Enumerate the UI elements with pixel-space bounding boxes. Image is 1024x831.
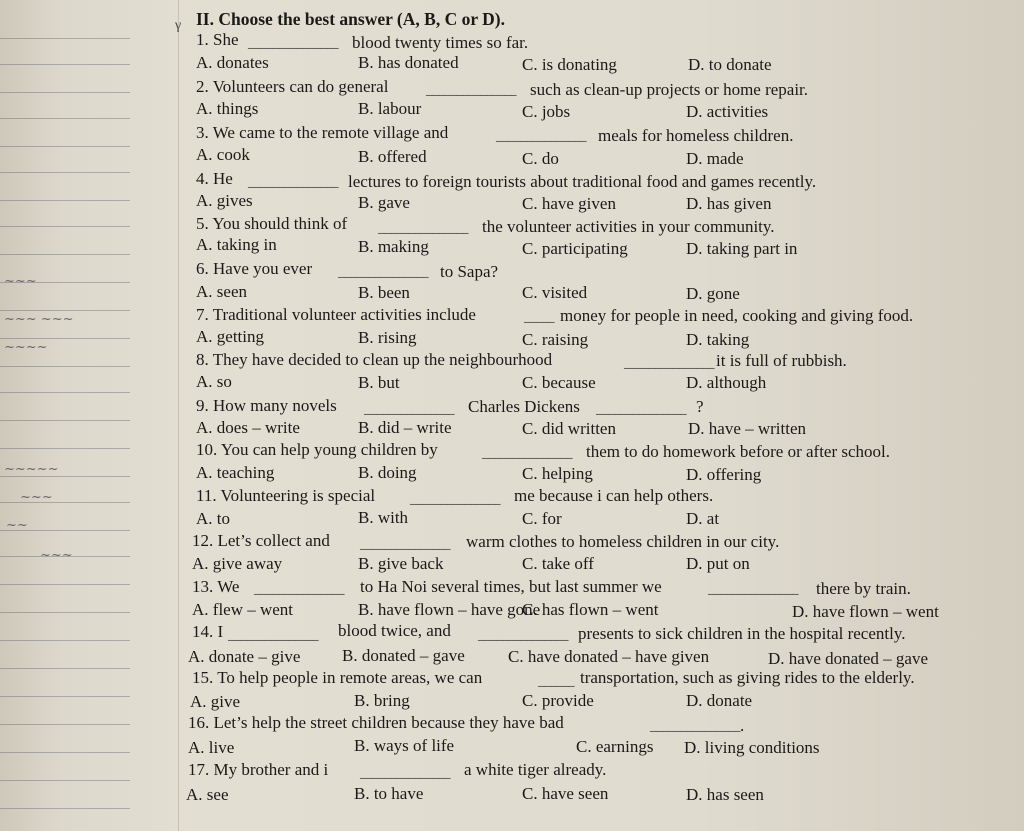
answer-option-b: B. gave [358,193,410,212]
answer-option-b: B. doing [358,463,417,482]
answer-blank: _______________ [482,445,572,460]
question-text-part: a white tiger already. [464,760,607,779]
answer-option-b: B. making [358,237,429,256]
answer-option-c: C. take off [522,554,594,573]
answer-option-b: B. rising [358,328,417,347]
answer-blank: _______________ [360,536,450,551]
answer-blank: _______________ [364,401,454,416]
pencil-scribble: ~~ [6,518,28,533]
answer-blank: _______________ [248,35,338,50]
question-text-part: such as clean-up projects or home repair. [530,80,809,99]
question-text-part: to Ha Noi several times, but last summer we [360,577,662,596]
answer-blank: _____ [524,309,554,324]
answer-blank: _______________ [228,627,318,642]
answer-option-a: A. to [196,509,230,528]
question-text-part: blood twenty times so far. [352,33,529,52]
answer-blank: _______________ [378,220,468,235]
answer-option-a: A. gives [196,191,253,210]
answer-option-c: C. did written [522,419,616,438]
answer-option-d: D. put on [686,554,750,573]
answer-option-b: B. donated – gave [342,646,465,665]
question-text: 6. Have you ever [196,259,313,278]
pencil-scribble: ~~~ [20,490,53,505]
answer-option-c: C. jobs [522,102,571,121]
answer-option-a: A. donates [196,53,269,72]
question-text: 5. You should think of [196,214,348,233]
answer-blank: _______________ [496,128,586,143]
answer-option-c: C. earnings [576,737,654,756]
answer-option-c: C. have given [522,194,616,213]
question-text-part: transportation, such as giving rides to the elderly. [580,668,915,687]
question-text-part: me because i can help others. [514,486,714,505]
answer-option-a: A. give away [192,554,283,573]
answer-blank: _______________ [426,82,516,97]
question-text-part: it is full of rubbish. [716,351,847,370]
answer-option-c: C. have donated – have given [508,647,710,666]
pencil-scribble: ~~~~~ [4,462,59,477]
answer-blank: _______________ [360,765,450,780]
answer-option-a: A. donate – give [188,647,301,666]
question-text: 16. Let’s help the street children because they have bad [188,713,564,732]
answer-option-c: C. raising [522,330,589,349]
question-text: 12. Let’s collect and [192,531,330,550]
answer-option-b: B. did – write [358,418,452,437]
question-text-part: to Sapa? [440,262,499,281]
question-text-part: them to do homework before or after school. [586,442,891,461]
question-text-part: the volunteer activities in your community. [482,217,775,236]
answer-option-c: C. is donating [522,55,617,74]
question-text-part: there by train. [816,579,911,598]
answer-blank: _______________ [254,581,344,596]
question-text-part: blood twice, and [338,621,451,640]
pencil-scribble: ~~~ [4,274,37,289]
question-text: 10. You can help young children by [196,440,438,459]
question-text: 4. He [196,169,233,188]
answer-option-d: D. have donated – gave [768,649,929,668]
answer-option-b: B. but [358,373,400,392]
answer-option-c: C. visited [522,283,588,302]
answer-blank: _______________ [338,264,428,279]
question-text-part: money for people in need, cooking and giving food. [560,306,914,325]
answer-option-d: D. taking [686,330,750,349]
answer-option-a: A. cook [196,145,250,164]
answer-option-a: A. taking in [196,235,277,254]
answer-option-d: D. offering [686,465,762,484]
question-text-part: warm clothes to homeless children in our city. [466,532,780,551]
answer-option-d: D. have flown – went [792,602,939,621]
question-text: 2. Volunteers can do general [196,77,389,96]
answer-option-d: D. donate [686,691,753,710]
answer-option-d: D. gone [686,284,740,303]
answer-option-a: A. give [190,692,241,711]
answer-option-d: D. living conditions [684,738,820,757]
answer-option-d: D. although [686,373,767,392]
answer-option-d: D. has seen [686,785,764,804]
question-text: 11. Volunteering is special [196,486,376,505]
question-text-part: . [740,716,745,735]
question-text: 13. We [192,577,240,596]
question-text: 9. How many novels [196,396,337,415]
question-text-part: ? [696,397,704,416]
section-mark: γ [175,18,182,33]
question-text-part: lectures to foreign tourists about traditional food and games recently. [348,172,817,191]
answer-option-c: C. provide [522,691,594,710]
question-text: 8. They have decided to clean up the neighbourhood [196,350,553,369]
question-text: 14. I [192,622,224,641]
answer-option-a: A. does – write [196,418,300,437]
answer-option-d: D. made [686,149,744,168]
answer-option-d: D. has given [686,194,772,213]
question-text: 3. We came to the remote village and [196,123,449,142]
question-text-part: presents to sick children in the hospital recently. [578,624,906,643]
answer-blank: _______________ [478,627,568,642]
answer-option-b: B. ways of life [354,736,455,755]
answer-option-d: D. activities [686,102,769,121]
answer-option-c: C. participating [522,239,628,258]
answer-option-b: B. have flown – have gone [358,600,541,619]
answer-option-b: B. bring [354,691,410,710]
question-text-part: Charles Dickens [468,397,580,416]
answer-blank: _______________ [708,581,798,596]
answer-option-a: A. getting [196,327,264,346]
answer-blank: _______________ [248,174,338,189]
question-text: 17. My brother and i [188,760,329,779]
answer-option-a: A. seen [196,282,247,301]
answer-option-b: B. to have [354,784,424,803]
answer-blank: ______ [538,673,574,688]
answer-option-b: B. give back [358,554,444,573]
pencil-scribble: ~~~ [40,548,73,563]
answer-option-d: D. at [686,509,720,528]
answer-option-c: C. do [522,149,559,168]
answer-option-a: A. so [196,372,232,391]
answer-blank: _______________ [650,718,740,733]
answer-option-a: A. live [188,738,235,757]
question-text: 15. To help people in remote areas, we can [192,668,483,687]
answer-option-a: A. flew – went [192,600,294,619]
answer-option-c: C. has flown – went [522,600,659,619]
question-text: 1. She [196,30,239,49]
answer-option-b: B. been [358,283,410,302]
answer-blank: _______________ [410,491,500,506]
answer-option-d: D. to donate [688,55,772,74]
answer-option-b: B. with [358,508,409,527]
answer-option-d: D. taking part in [686,239,798,258]
pencil-scribble: ~~~ ~~~ [4,312,74,327]
pencil-scribble: ~~~~ [4,340,48,355]
answer-option-d: D. have – written [688,419,807,438]
question-text: 7. Traditional volunteer activities include [196,305,476,324]
answer-option-a: A. things [196,99,259,118]
answer-option-c: C. have seen [522,784,609,803]
answer-option-c: C. for [522,509,562,528]
question-text-part: meals for homeless children. [598,126,794,145]
answer-blank: _______________ [596,401,686,416]
answer-option-a: A. teaching [196,463,275,482]
answer-option-b: B. labour [358,99,422,118]
answer-option-a: A. see [186,785,229,804]
answer-option-b: B. offered [358,147,427,166]
answer-option-c: C. helping [522,464,593,483]
answer-option-b: B. has donated [358,53,459,72]
answer-option-c: C. because [522,373,596,392]
answer-blank: _______________ [624,355,714,370]
section-title: II. Choose the best answer (A, B, C or D). [196,9,506,29]
